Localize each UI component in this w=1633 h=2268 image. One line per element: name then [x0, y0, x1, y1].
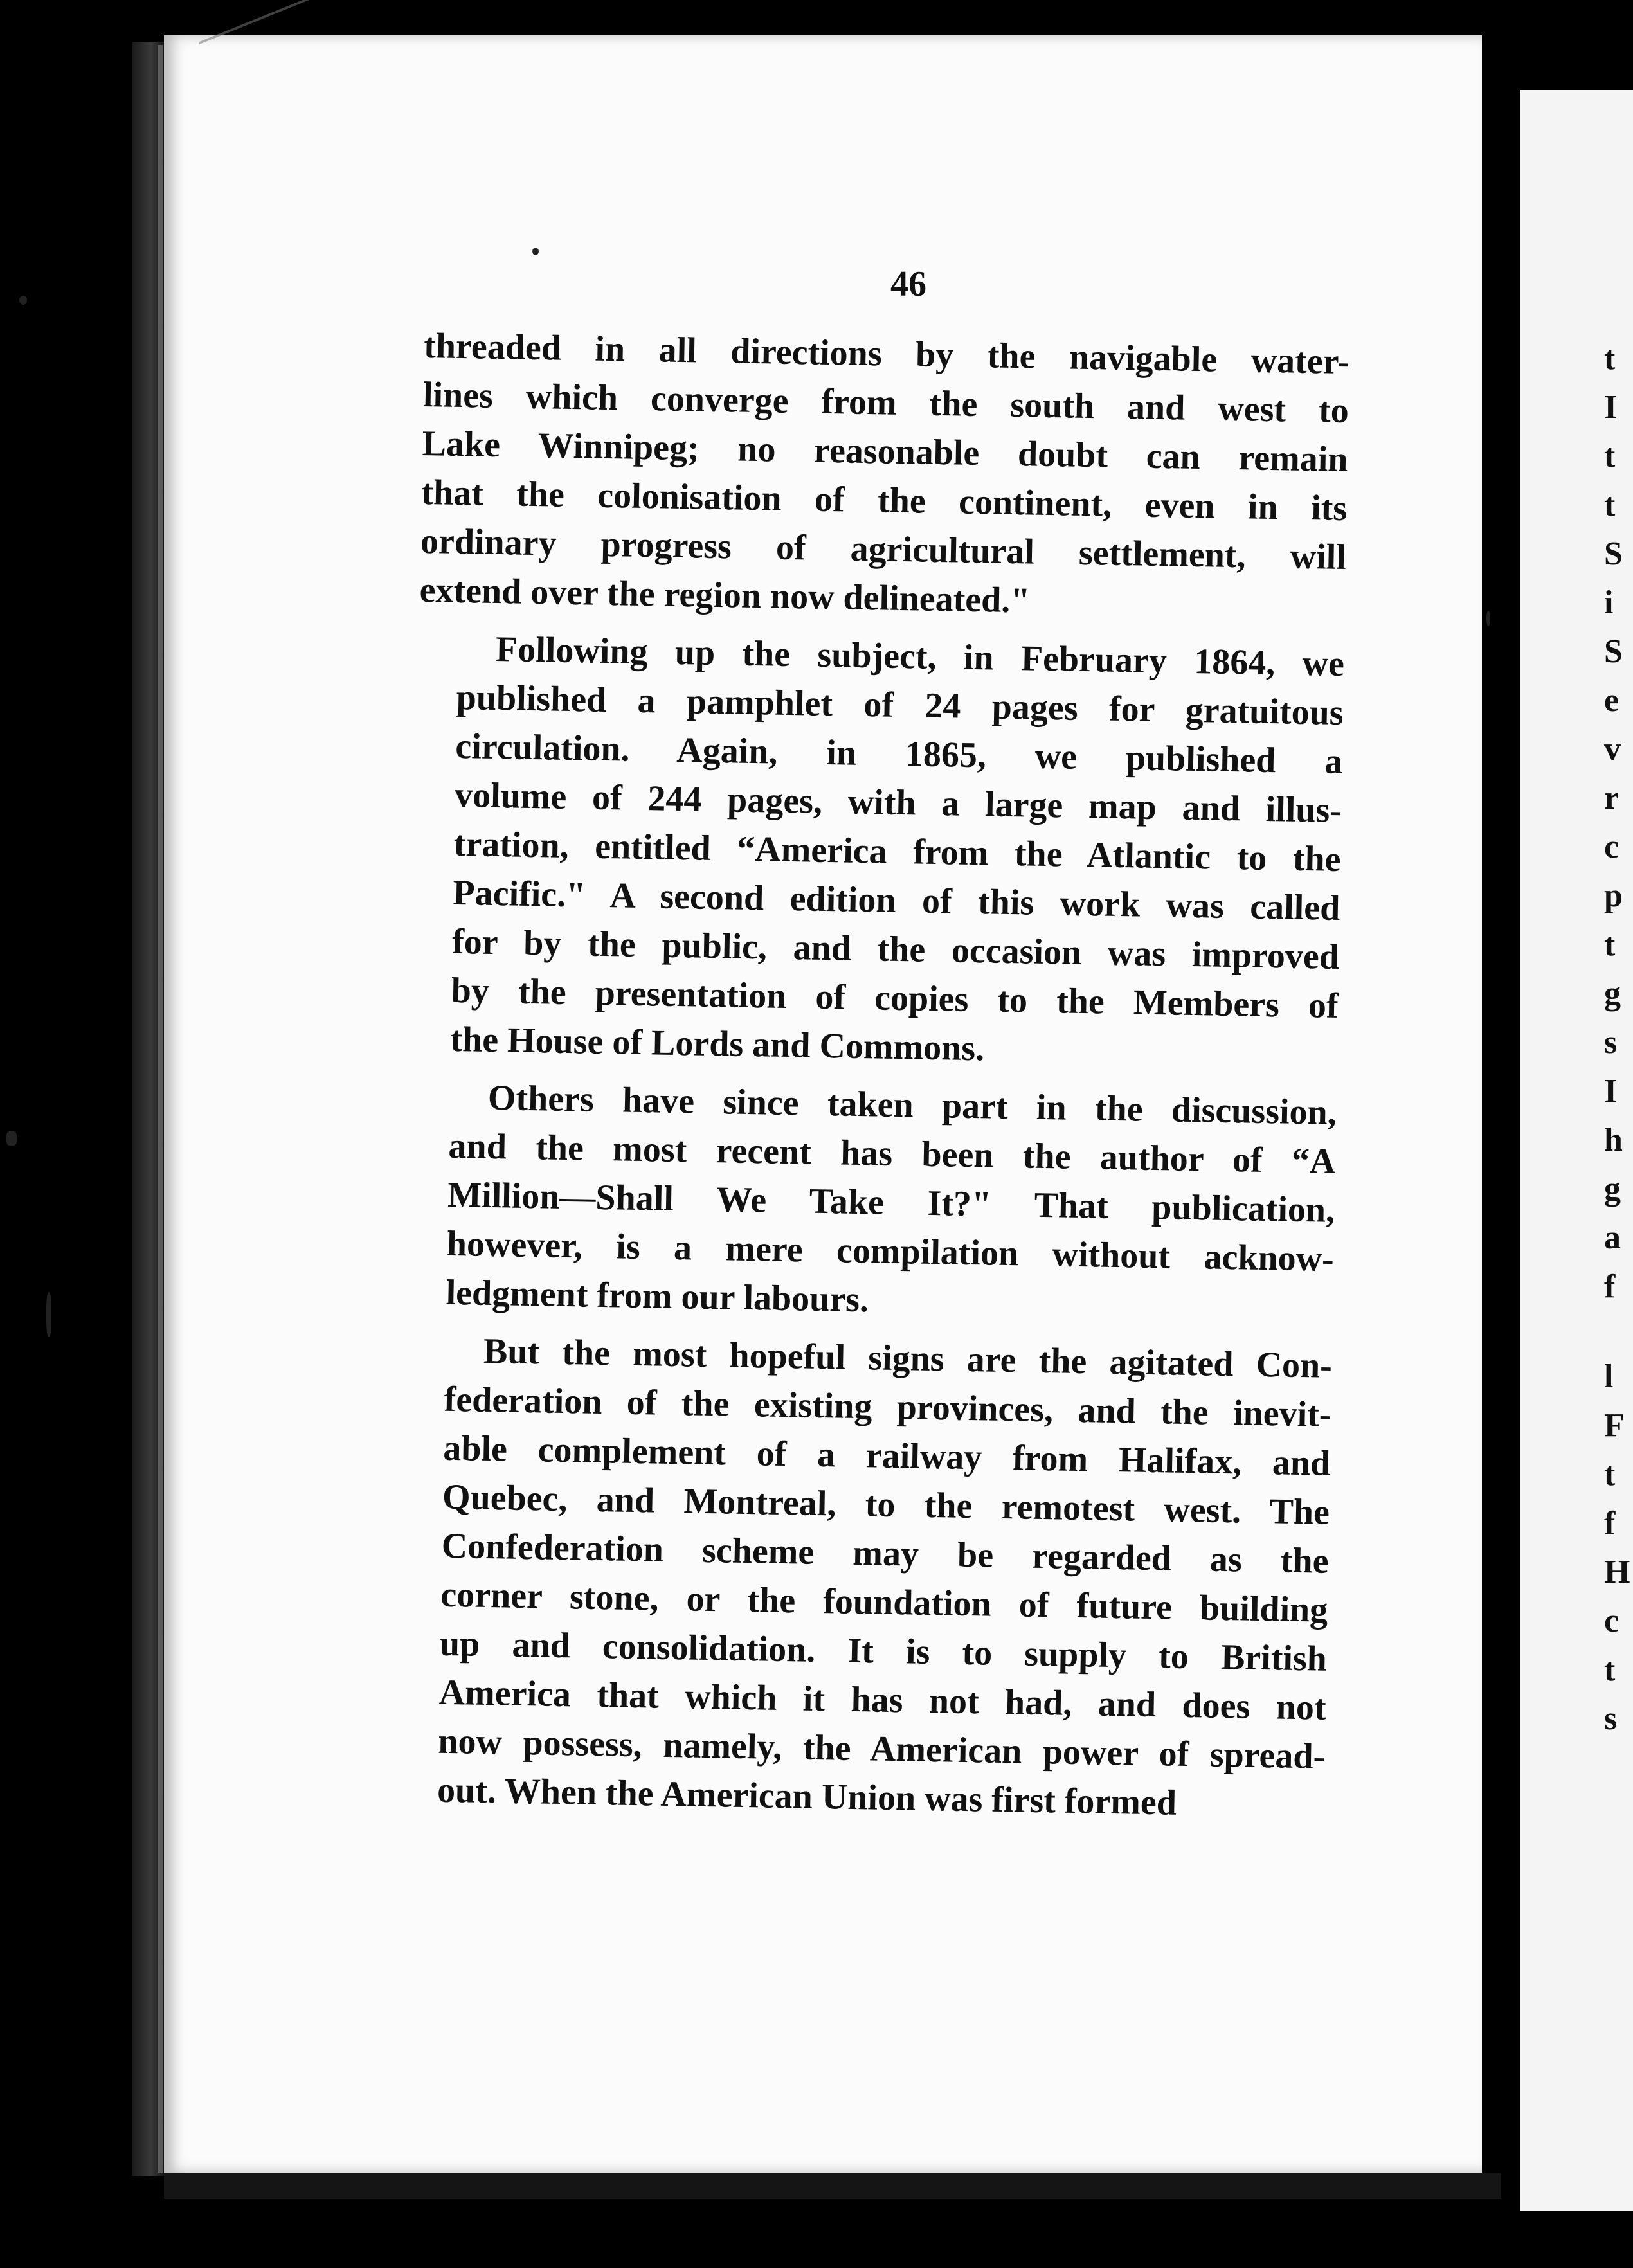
- fragment-letter: s: [1604, 1024, 1618, 1061]
- fragment-letter: F: [1604, 1407, 1625, 1444]
- fragment-letter: h: [1604, 1122, 1623, 1158]
- fragment-letter: t: [1604, 1456, 1616, 1493]
- text-line: America that which it has not had, and does not: [438, 1672, 1327, 1728]
- stray-mark: [19, 296, 27, 305]
- text-line: Lake Winnipeg; no reasonable doubt can remain: [422, 423, 1349, 480]
- text-line: published a pamphlet of 24 pages for gratuitous: [456, 677, 1344, 734]
- page-bottom-edge: [164, 2173, 1501, 2199]
- text-line: the House of Lords and Commons.: [449, 1019, 985, 1069]
- fragment-letter: v: [1604, 731, 1621, 768]
- text-line: out. When the American Union was first formed: [437, 1770, 1177, 1823]
- text-line: extend over the region now delineated.": [419, 570, 1031, 621]
- fragment-letter: g: [1604, 975, 1621, 1012]
- body-text: [398, 321, 1350, 1839]
- text-line: lines which converge from the south and west to: [422, 374, 1349, 431]
- fragment-letter: I: [1604, 389, 1618, 426]
- fragment-letter: t: [1604, 487, 1616, 523]
- text-line: Confederation scheme may be regarded as the: [441, 1526, 1330, 1581]
- fragment-letter: c: [1604, 1603, 1619, 1639]
- spine-highlight: [158, 45, 163, 2173]
- fragment-letter: c: [1604, 829, 1619, 865]
- text-line: volume of 244 pages, with a large map and illus-: [454, 775, 1342, 831]
- fragment-letter: s: [1604, 1700, 1618, 1737]
- text-line: circulation. Again, in 1865, we published a: [455, 726, 1343, 782]
- fragment-letter: a: [1604, 1220, 1621, 1256]
- fragment-letter: H: [1604, 1554, 1630, 1590]
- text-line: able complement of a railway from Halifax, and: [442, 1428, 1331, 1484]
- fragment-letter: t: [1604, 926, 1616, 963]
- stray-mark: [6, 1131, 17, 1146]
- stray-mark: [46, 1292, 51, 1337]
- paragraph: [398, 1326, 1332, 1830]
- right-page-text-fragments: [1604, 334, 1633, 1743]
- fragment-letter: e: [1604, 682, 1619, 719]
- text-line: Quebec, and Montreal, to the remotest west. The: [442, 1477, 1330, 1533]
- fragment-letter: t: [1604, 340, 1616, 377]
- fragment-letter: p: [1604, 878, 1623, 914]
- text-line: federation of the existing provinces, and the inevit-: [444, 1379, 1332, 1435]
- paragraph: [419, 321, 1350, 631]
- text-line: up and consolidation. It is to supply to British: [439, 1623, 1328, 1679]
- text-line: Others have since taken part in the discussion,: [487, 1077, 1337, 1133]
- fragment-letter: t: [1604, 438, 1616, 474]
- paragraph: [407, 1072, 1337, 1333]
- text-line: Million—Shall We Take It?" That publication,: [447, 1174, 1335, 1230]
- fragment-letter: g: [1604, 1171, 1621, 1207]
- fragment-letter: f: [1604, 1268, 1616, 1305]
- fragment-letter: S: [1604, 536, 1623, 572]
- text-line: and the most recent has been the author of “A: [448, 1126, 1336, 1182]
- fragment-letter: r: [1604, 780, 1619, 816]
- text-line: that the colonisation of the continent, even in its: [420, 472, 1348, 529]
- text-line: tration, entitled “America from the Atlantic to the: [453, 824, 1342, 880]
- text-line: But the most hopeful signs are the agitated Con-: [483, 1331, 1333, 1386]
- text-line: however, is a mere compilation without acknow-: [446, 1223, 1335, 1279]
- fragment-letter: f: [1604, 1505, 1616, 1542]
- stray-mark: [532, 248, 539, 255]
- fragment-letter: l: [1604, 1358, 1614, 1395]
- text-line: Pacific." A second edition of this work was called: [452, 872, 1340, 928]
- fragment-letter: I: [1604, 1073, 1618, 1110]
- fragment-letter: i: [1604, 584, 1614, 621]
- text-line: now possess, namely, the American power of spread-: [437, 1721, 1326, 1777]
- text-line: Following up the subject, in February 1864, we: [495, 629, 1345, 685]
- right-page-gutter: [1498, 90, 1520, 2211]
- fragment-letter: S: [1604, 633, 1623, 670]
- stray-mark: [1486, 611, 1490, 626]
- text-line: by the presentation of copies to the Members of: [451, 970, 1339, 1026]
- paragraph: [411, 624, 1345, 1079]
- fragment-letter: t: [1604, 1652, 1616, 1688]
- page-number: 46: [890, 264, 926, 304]
- text-line: ordinary progress of agricultural settlement, will: [420, 521, 1347, 578]
- text-line: corner stone, or the foundation of future building: [440, 1574, 1328, 1630]
- text-line: for by the public, and the occasion was improved: [451, 921, 1340, 977]
- text-line: threaded in all directions by the navigable water-: [423, 325, 1350, 382]
- text-line: ledgment from our labours.: [446, 1272, 869, 1320]
